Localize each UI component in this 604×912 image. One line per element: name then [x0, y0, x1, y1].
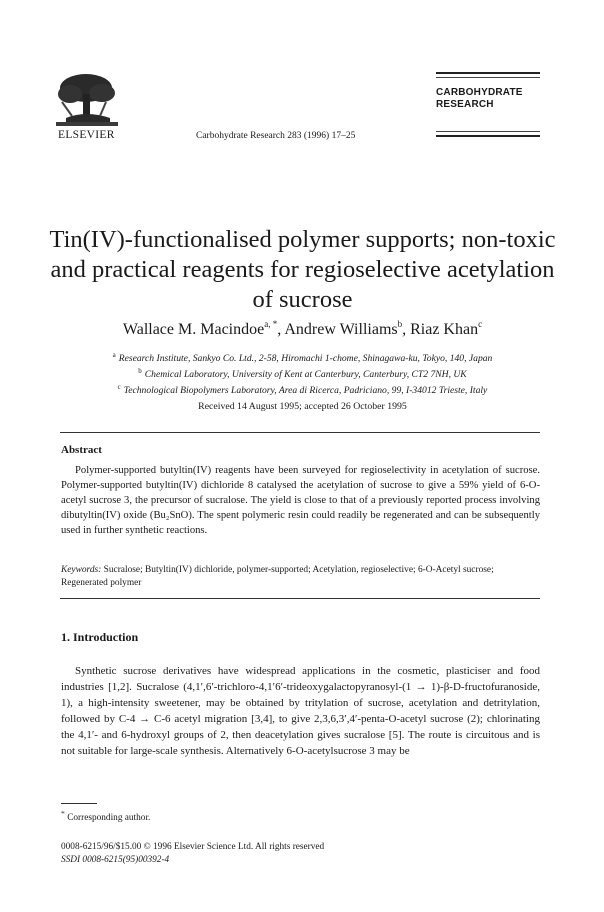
article-title: Tin(IV)-functionalised polymer supports; non-toxic and practical reagents for regioselective acetylation of sucrose: [49, 226, 556, 313]
keywords: [61, 564, 540, 590]
footnote-mark: *: [61, 809, 65, 818]
affiliation: [40, 365, 565, 381]
author-affiliation-mark: c: [478, 319, 483, 329]
footnote-rule: [61, 803, 97, 804]
footnote: [61, 809, 150, 823]
journal-name-line2: RESEARCH: [436, 99, 494, 110]
copyright-line: 0008-6215/96/$15.00 © 1996 Elsevier Science Ltd. All rights reserved: [61, 842, 325, 852]
abstract-heading: Abstract: [61, 444, 102, 456]
author-affiliation-mark: a, *: [264, 319, 278, 329]
elsevier-tree-logo: [56, 72, 118, 126]
ssdi-line: SSDI 0008-6215(95)00392-4: [61, 855, 170, 865]
affiliation-text: Chemical Laboratory, University of Kent at Canterbury, Canterbury, CT2 7NH, UK: [144, 369, 467, 380]
author-name: Andrew Williams: [284, 321, 398, 338]
journal-rule-bottom: [436, 135, 540, 137]
abstract-top-rule: [60, 432, 540, 433]
journal-rule-top: [436, 72, 540, 74]
journal-name-line1: CARBOHYDRATE: [436, 87, 523, 98]
author-name: Riaz Khan: [410, 321, 479, 338]
affiliation-mark: c: [117, 383, 121, 391]
author-list: Wallace M. Macindoe$^{a, *}$, Andrew Williams$^b$, Riaz Khan$^c$: [122, 319, 483, 338]
affiliation-list: [40, 349, 565, 397]
author-affiliation-mark: b: [397, 319, 403, 329]
affiliation-text: Research Institute, Sankyo Co. Ltd., 2-58, Hiromachi 1-chome, Shinagawa-ku, Tokyo, 140, Japan: [118, 353, 493, 364]
keywords-label: Keywords:: [61, 565, 102, 575]
abstract-body: [61, 463, 540, 538]
publisher-name: ELSEVIER: [58, 129, 115, 141]
affiliation-text: Technological Biopolymers Laboratory, Area di Ricerca, Padriciano, 99, I-34012 Trieste, Italy: [123, 385, 488, 396]
keywords-text: Sucralose; Butyltin(IV) dichloride, polymer-supported; Acetylation, regioselective; 6-O-Acetyl sucrose; Regenerated polymer: [61, 565, 494, 588]
copyright-block: [61, 841, 324, 867]
abstract-bottom-rule: [60, 598, 540, 599]
journal-name: [436, 87, 546, 111]
journal-rule-top-thin: [436, 77, 540, 78]
affiliation-mark: b: [138, 367, 142, 375]
affiliation: [40, 381, 565, 397]
affiliation: [40, 349, 565, 365]
section-heading: 1. Introduction: [61, 630, 139, 644]
abstract-text: Polymer-supported butyltin(IV) reagents have been surveyed for regioselectivity in acetylation of sucrose. Polymer-supported butyltin(IV) dichloride 8 catalysed the acetylation of sucrose to give a 59% yield of 6-O-acetyl sucrose 3, the precursor of sucralose. The yield is close to that of a previously reported process involving dibutyltin(IV) oxide (Bu₂SnO). The spent polymeric resin could readily be regenerated and can be subsequently used in further synthetic reactions.: [61, 465, 540, 536]
journal-citation: Carbohydrate Research 283 (1996) 17–25: [196, 131, 356, 141]
footnote-text: Corresponding author.: [67, 813, 151, 824]
introduction-body: [61, 663, 540, 759]
author-name: Wallace M. Macindoe: [122, 321, 265, 338]
received-dates: Received 14 August 1995; accepted 26 October 1995: [198, 401, 407, 412]
introduction-text: Synthetic sucrose derivatives have widespread applications in the cosmetic, plasticiser and food industries [1,2]. Sucralose (4,1′,6′-trichloro-4,1′6′-trideoxygalactopyranosyl-(1 → 1)-β-D-fructofuranoside, 1), a high-intensity sweetener, may be obtained by tritylation of sucrose, acetylation and detritylation, followed by C-4 → C-6 acetyl migration [3,4], to give 2,3,6,3′,4′-penta-O-acetyl sucrose (2); chlorinating the 4,1′- and 6-hydroxyl groups of 2, then deacetylation gives sucralose [5]. The route is circuitous and is not suitable for large-scale synthesis. Alternatively 6-O-acetylsucrose 3 may be: [61, 665, 540, 757]
journal-rule-bottom-thin: [436, 131, 540, 132]
affiliation-mark: a: [112, 351, 116, 359]
